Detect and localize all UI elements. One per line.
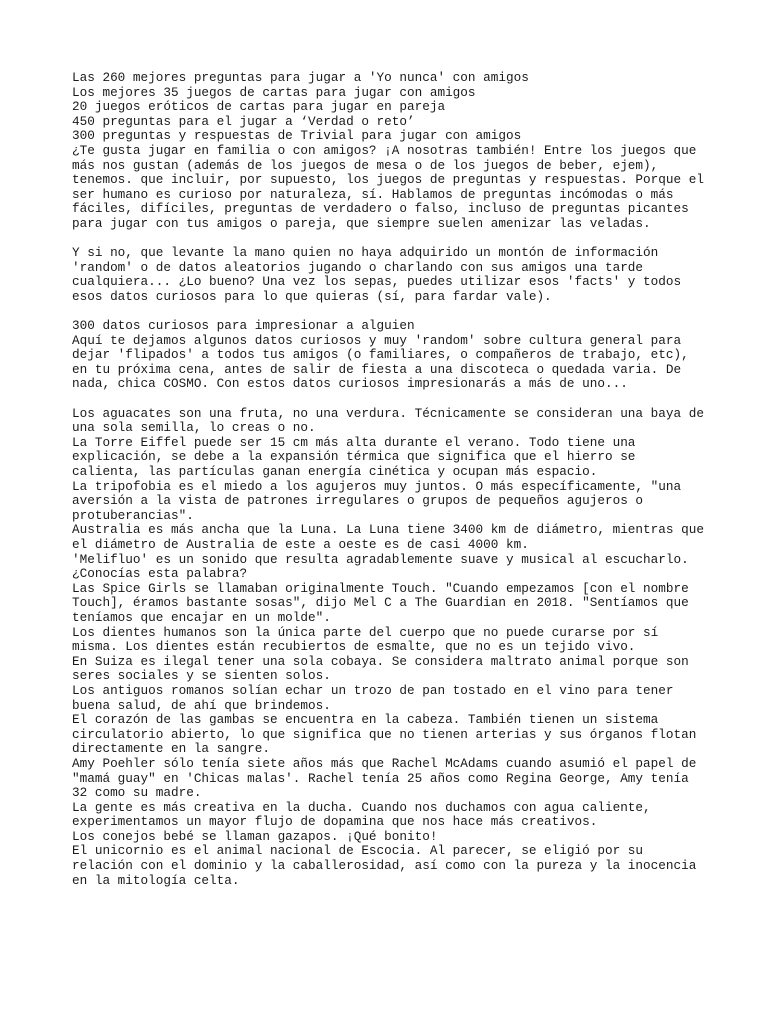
text-line: Y si no, que levante la mano quien no haya adquirido un montón de información	[72, 245, 659, 261]
text-line: ¿Conocías esta palabra?	[72, 566, 248, 582]
text-line: Los mejores 35 juegos de cartas para jugar con amigos	[72, 84, 476, 100]
text-line: 'Melifluo' es un sonido que resulta agradablemente suave y musical al escucharlo.	[72, 551, 689, 567]
paragraph-break	[72, 232, 712, 247]
text-line: buena salud, de ahí que brindemos.	[72, 697, 331, 713]
paragraph-break	[72, 305, 712, 320]
text-line: en tu próxima cena, antes de salir de fiesta a una discoteca o quedada varia. De	[72, 361, 682, 377]
text-line: Las Spice Girls se llamaban originalmente Touch. "Cuando empezamos [con el nombre	[72, 580, 689, 596]
text-line: protuberancias".	[72, 507, 194, 523]
text-line: cualquiera... ¿Lo bueno? Una vez los sepas, puedes utilizar esos 'facts' y todos	[72, 274, 682, 290]
text-line: esos datos curiosos para lo que quieras (sí, para fardar vale).	[72, 288, 552, 304]
text-line: Los aguacates son una fruta, no una verdura. Técnicamente se consideran una baya de	[72, 405, 704, 421]
text-line: Aquí te dejamos algunos datos curiosos y muy 'random' sobre cultura general para	[72, 332, 682, 348]
text-line: aversión a la vista de patrones irregulares o grupos de pequeños agujeros o	[72, 493, 644, 509]
text-line: 300 preguntas y respuestas de Trivial para jugar con amigos	[72, 128, 522, 144]
text-line: En Suiza es ilegal tener una sola cobaya. Se considera maltrato animal porque son	[72, 653, 689, 669]
text-line: circulatorio abierto, lo que significa que no tienen arterias y sus órganos flotan	[72, 726, 697, 742]
text-line: seres sociales y se sienten solos.	[72, 668, 331, 684]
text-line: Las 260 mejores preguntas para jugar a 'Yo nunca' con amigos	[72, 70, 529, 85]
text-line: Los conejos bebé se llaman gazapos. ¡Qué bonito!	[72, 828, 438, 844]
text-line: 20 juegos eróticos de cartas para jugar en pareja	[72, 99, 446, 115]
text-line: una sola semilla, lo creas o no.	[72, 420, 316, 436]
text-line: ser humano es curioso por naturaleza, sí. Hablamos de preguntas incómodas o más	[72, 186, 674, 202]
text-line: ¿Te gusta jugar en familia o con amigos? ¡A nosotras también! Entre los juegos que	[72, 142, 697, 158]
text-line: La gente es más creativa en la ducha. Cuando nos duchamos con agua caliente,	[72, 799, 651, 815]
text-line: calienta, las partículas ganan energía cinética y ocupan más espacio.	[72, 464, 598, 480]
text-line: 300 datos curiosos para impresionar a alguien	[72, 318, 415, 334]
text-line: el diámetro de Australia de este a oeste es de casi 4000 km.	[72, 537, 529, 552]
text-line: El corazón de las gambas se encuentra en la cabeza. También tienen un sistema	[72, 712, 659, 728]
text-line: explicación, se debe a la expansión térmica que significa que el hierro se	[72, 449, 636, 465]
text-line: La tripofobia es el miedo a los agujeros muy juntos. O más específicamente, "una	[72, 478, 682, 494]
text-line: Los antiguos romanos solían echar un trozo de pan tostado en el vino para tener	[72, 682, 674, 698]
text-line: "mamá guay" en 'Chicas malas'. Rachel tenía 25 años como Regina George, Amy tenía	[72, 770, 689, 786]
text-line: misma. Los dientes están recubiertos de esmalte, que no es un tejido vivo.	[72, 639, 636, 655]
text-line: más nos gustan (además de los juegos de mesa o de los juegos de beber, ejem),	[72, 157, 659, 173]
text-line: El unicornio es el animal nacional de Escocia. Al parecer, se eligió por su	[72, 843, 644, 859]
text-line: para jugar con tus amigos o pareja, que siempre suelen amenizar las veladas.	[72, 215, 651, 231]
text-line: tenemos. que incluir, por supuesto, los juegos de preguntas y respuestas. Porque el	[72, 172, 704, 188]
text-line: Australia es más ancha que la Luna. La Luna tiene 3400 km de diámetro, mientras que	[72, 522, 704, 538]
text-line: 32 como su madre.	[72, 785, 202, 801]
text-line: Los dientes humanos son la única parte del cuerpo que no puede curarse por sí	[72, 624, 659, 640]
text-line: nada, chica COSMO. Con estos datos curiosos impresionarás a más de uno...	[72, 376, 628, 392]
paragraph-break	[72, 392, 712, 407]
text-line: 450 preguntas para el jugar a ‘Verdad o reto’	[72, 113, 415, 129]
text-line: La Torre Eiffel puede ser 15 cm más alta durante el verano. Todo tiene una	[72, 434, 636, 450]
text-line: 'random' o de datos aleatorios jugando o charlando con sus amigos una tarde	[72, 259, 644, 275]
text-line: Amy Poehler sólo tenía siete años más que Rachel McAdams cuando asumió el papel de	[72, 755, 697, 771]
text-line: directamente en la sangre.	[72, 741, 270, 757]
text-line: experimentamos un mayor flujo de dopamina que nos hace más creativos.	[72, 814, 598, 830]
document-page	[72, 71, 712, 888]
text-line: relación con el dominio y la caballerosidad, así como con la pureza y la inocencia	[72, 858, 697, 874]
text-line: en la mitología celta.	[72, 872, 240, 888]
text-line: fáciles, difíciles, preguntas de verdadero o falso, incluso de preguntas picantes	[72, 201, 689, 217]
text-line: dejar 'flipados' a todos tus amigos (o familiares, o compañeros de trabajo, etc),	[72, 347, 689, 363]
text-line: Touch], éramos bastante sosas", dijo Mel C a The Guardian en 2018. "Sentíamos que	[72, 595, 689, 611]
text-line: teníamos que encajar en un molde".	[72, 609, 331, 625]
